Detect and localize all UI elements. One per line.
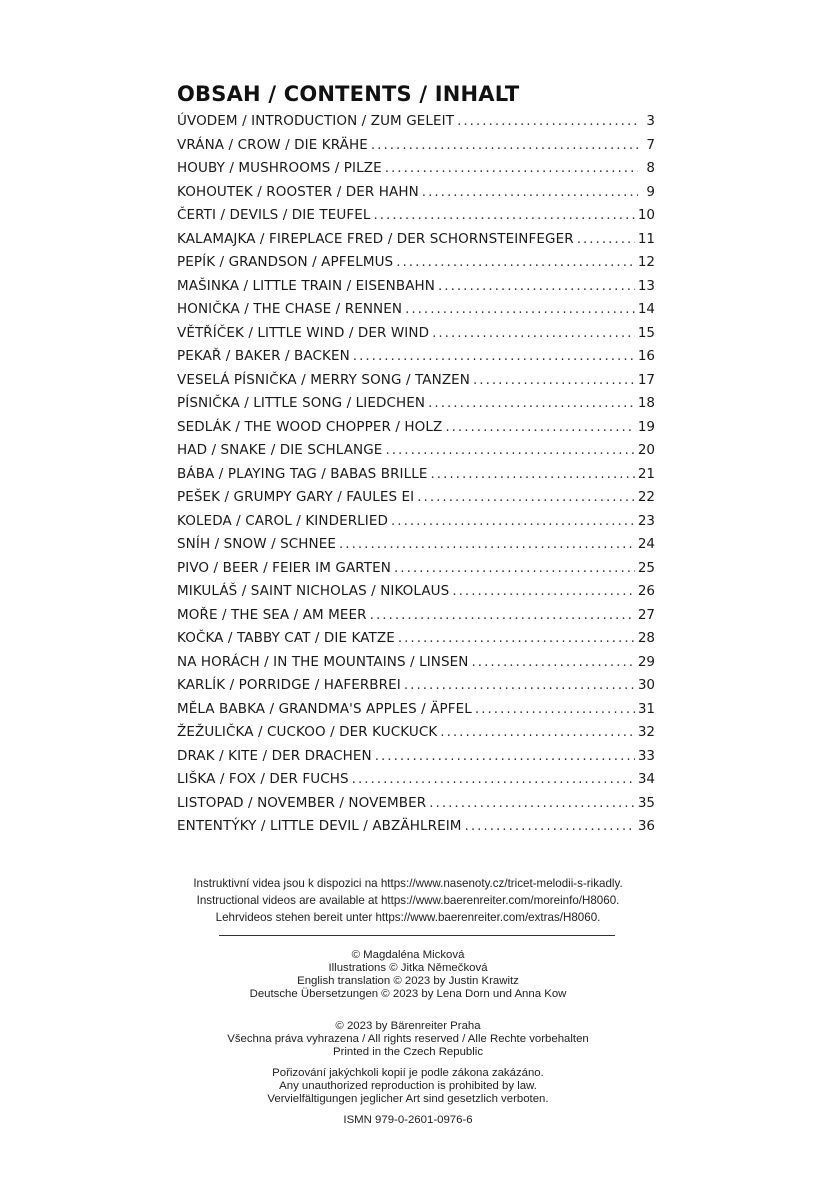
entry-title: VĚTŘÍČEK / LITTLE WIND / DER WIND: [177, 324, 430, 341]
contents-heading: OBSAH / CONTENTS / INHALT: [177, 82, 520, 106]
entry-title: KOHOUTEK / ROOSTER / DER HAHN: [177, 183, 419, 200]
contents-entry[interactable]: [177, 792, 655, 816]
entry-page-number: 31: [637, 700, 655, 717]
contents-entry[interactable]: [177, 181, 655, 205]
entry-page-number: 7: [646, 136, 655, 153]
contents-entry[interactable]: [177, 768, 655, 792]
entry-page-number: 16: [637, 348, 655, 364]
dot-leader: [371, 134, 638, 158]
contents-entry[interactable]: [177, 251, 655, 275]
dot-leader: [417, 486, 635, 510]
entry-title: KARLÍK / PORRIDGE / HAFERBREI: [177, 677, 401, 693]
contents-list: [177, 110, 655, 839]
contents-entry[interactable]: [177, 204, 655, 228]
dot-leader: [472, 651, 635, 675]
dot-leader: [452, 580, 634, 604]
entry-title: HONIČKA / THE CHASE / RENNEN: [177, 301, 403, 317]
copy-notice: [0, 1067, 816, 1106]
dot-leader: [375, 745, 635, 769]
entry-page-number: 8: [646, 160, 655, 176]
entry-page-number: 23: [637, 512, 655, 529]
dot-leader: [577, 228, 635, 252]
contents-entry[interactable]: [177, 486, 655, 510]
divider: [219, 935, 615, 936]
contents-entry[interactable]: [177, 721, 655, 745]
entry-title: MIKULÁŠ / SAINT NICHOLAS / NIKOLAUS: [177, 583, 450, 599]
contents-entry[interactable]: [177, 533, 655, 557]
video-links: [0, 875, 816, 926]
entry-page-number: 18: [637, 395, 655, 411]
contents-entry[interactable]: [177, 557, 655, 581]
copy-notice-de: Vervielfältigungen jeglicher Art sind gesetzlich verboten.: [267, 1093, 549, 1105]
table-of-contents: [177, 80, 655, 839]
entry-title: MĚLA BABKA / GRANDMA'S APPLES / ÄPFEL: [177, 700, 472, 717]
entry-page-number: 29: [637, 653, 655, 670]
dot-leader: [432, 322, 635, 346]
entry-page-number: 17: [637, 371, 655, 388]
entry-title: ENTENTÝKY / LITTLE DEVIL / ABZÄHLREIM: [177, 818, 462, 834]
printed-in: Printed in the Czech Republic: [332, 1046, 484, 1058]
entry-page-number: 13: [637, 277, 655, 294]
rights: [0, 1020, 816, 1059]
entry-title: ÚVODEM / INTRODUCTION / ZUM GELEIT: [177, 113, 455, 129]
entry-title: LIŠKA / FOX / DER FUCHS: [177, 771, 349, 787]
entry-title: SNÍH / SNOW / SCHNEE: [177, 536, 337, 552]
video-link-de[interactable]: Lehrvideos stehen bereit unter https://www.baerenreiter.com/extras/H8060.: [215, 911, 601, 924]
dot-leader: [352, 768, 635, 792]
entry-title: ŽEŽULIČKA / CUCKOO / DER KUCKUCK: [177, 724, 438, 740]
entry-page-number: 11: [637, 230, 655, 247]
entry-page-number: 20: [637, 442, 655, 458]
entry-page-number: 24: [637, 536, 655, 552]
dot-leader: [405, 298, 635, 322]
dot-leader: [473, 369, 635, 393]
dot-leader: [398, 627, 635, 651]
entry-title: HAD / SNAKE / DIE SCHLANGE: [177, 442, 383, 458]
author-credit: © Magdaléna Micková: [351, 949, 465, 961]
contents-entry[interactable]: [177, 604, 655, 628]
entry-title: VRÁNA / CROW / DIE KRÄHE: [177, 136, 368, 153]
contents-entry[interactable]: [177, 275, 655, 299]
copy-notice-cs: Pořizování jakýchkoli kopií je podle zákona zakázáno.: [272, 1067, 544, 1079]
entry-page-number: 21: [637, 465, 655, 482]
illustrations-credit: Illustrations © Jitka Němečková: [328, 962, 488, 974]
dot-leader: [465, 815, 635, 839]
dot-leader: [370, 604, 635, 628]
entry-title: DRAK / KITE / DER DRACHEN: [177, 747, 372, 764]
dot-leader: [394, 557, 635, 581]
german-translation-credit: Deutsche Übersetzungen © 2023 by Lena Dorn und Anna Kow: [249, 988, 567, 1000]
contents-entry[interactable]: [177, 463, 655, 487]
entry-title: KOLEDA / CAROL / KINDERLIED: [177, 512, 389, 529]
entry-page-number: 32: [637, 724, 655, 740]
dot-leader: [339, 533, 635, 557]
dot-leader: [445, 416, 634, 440]
dot-leader: [428, 392, 635, 416]
contents-entry[interactable]: [177, 745, 655, 769]
entry-title: PEKAŘ / BAKER / BACKEN: [177, 348, 350, 364]
entry-page-number: 30: [637, 677, 655, 693]
contents-entry[interactable]: [177, 416, 655, 440]
entry-title: NA HORÁCH / IN THE MOUNTAINS / LINSEN: [177, 653, 469, 670]
contents-entry[interactable]: [177, 157, 655, 181]
entry-page-number: 33: [637, 747, 655, 764]
entry-title: PEŠEK / GRUMPY GARY / FAULES EI: [177, 489, 415, 505]
credits: [0, 949, 816, 1001]
dot-leader: [475, 698, 635, 722]
dot-leader: [373, 204, 634, 228]
contents-entry[interactable]: [177, 369, 655, 393]
dot-leader: [440, 721, 635, 745]
contents-entry[interactable]: [177, 228, 655, 252]
contents-entry[interactable]: [177, 345, 655, 369]
video-link-en[interactable]: Instructional videos are available at https://www.baerenreiter.com/moreinfo/H8060.: [196, 894, 620, 907]
entry-page-number: 25: [637, 559, 655, 576]
contents-entry[interactable]: [177, 627, 655, 651]
dot-leader: [353, 345, 635, 369]
copy-notice-en: Any unauthorized reproduction is prohibited by law.: [279, 1080, 537, 1092]
video-link-cs[interactable]: Instruktivní videa jsou k dispozici na https://www.nasenoty.cz/tricet-melodii-s-rikadly.: [193, 877, 623, 890]
contents-entry[interactable]: [177, 392, 655, 416]
entry-page-number: 3: [646, 113, 655, 129]
contents-entry[interactable]: [177, 110, 655, 134]
dot-leader: [422, 181, 638, 205]
entry-title: ČERTI / DEVILS / DIE TEUFEL: [177, 207, 371, 223]
contents-entry[interactable]: [177, 510, 655, 534]
entry-page-number: 34: [637, 771, 655, 787]
entry-page-number: 15: [637, 324, 655, 341]
entry-page-number: 35: [637, 794, 655, 811]
entry-title: KOČKA / TABBY CAT / DIE KATZE: [177, 630, 395, 646]
dot-leader: [438, 275, 635, 299]
entry-page-number: 28: [637, 630, 655, 646]
contents-entry[interactable]: [177, 815, 655, 839]
dot-leader: [404, 674, 635, 698]
entry-page-number: 19: [637, 418, 655, 435]
dot-leader: [431, 463, 635, 487]
dot-leader: [429, 792, 635, 816]
contents-entry[interactable]: [177, 439, 655, 463]
entry-title: VESELÁ PÍSNIČKA / MERRY SONG / TANZEN: [177, 371, 471, 388]
contents-entry[interactable]: [177, 698, 655, 722]
dot-leader: [457, 110, 638, 134]
ismn: ISMN 979-0-2601-0976-6: [343, 1114, 473, 1126]
entry-page-number: 12: [637, 254, 655, 270]
contents-entry[interactable]: [177, 580, 655, 604]
contents-entry[interactable]: [177, 134, 655, 158]
entry-page-number: 9: [646, 183, 655, 200]
entry-page-number: 26: [637, 583, 655, 599]
publisher-copyright: © 2023 by Bärenreiter Praha: [335, 1020, 481, 1032]
entry-title: PÍSNIČKA / LITTLE SONG / LIEDCHEN: [177, 395, 426, 411]
dot-leader: [396, 251, 635, 275]
rights-reserved: Všechna práva vyhrazena / All rights reserved / Alle Rechte vorbehalten: [227, 1033, 589, 1045]
dot-leader: [385, 157, 638, 181]
entry-title: PEPÍK / GRANDSON / APFELMUS: [177, 254, 394, 270]
entry-title: MOŘE / THE SEA / AM MEER: [177, 606, 367, 623]
contents-entry[interactable]: [177, 651, 655, 675]
entry-page-number: 36: [637, 818, 655, 834]
contents-entry[interactable]: [177, 298, 655, 322]
entry-page-number: 27: [637, 606, 655, 623]
contents-entry[interactable]: [177, 674, 655, 698]
entry-page-number: 14: [637, 301, 655, 317]
contents-entry[interactable]: [177, 322, 655, 346]
dot-leader: [391, 510, 635, 534]
english-translation-credit: English translation © 2023 by Justin Krawitz: [297, 975, 519, 987]
dot-leader: [385, 439, 634, 463]
entry-title: MAŠINKA / LITTLE TRAIN / EISENBAHN: [177, 277, 435, 294]
entry-title: BÁBA / PLAYING TAG / BABAS BRILLE: [177, 465, 428, 482]
entry-title: SEDLÁK / THE WOOD CHOPPER / HOLZ: [177, 418, 443, 435]
entry-page-number: 22: [637, 489, 655, 505]
entry-title: KALAMAJKA / FIREPLACE FRED / DER SCHORNSTEINFEGER: [177, 230, 574, 247]
entry-title: PIVO / BEER / FEIER IM GARTEN: [177, 559, 391, 576]
entry-title: LISTOPAD / NOVEMBER / NOVEMBER: [177, 794, 427, 811]
entry-page-number: 10: [637, 207, 655, 223]
entry-title: HOUBY / MUSHROOMS / PILZE: [177, 160, 382, 176]
